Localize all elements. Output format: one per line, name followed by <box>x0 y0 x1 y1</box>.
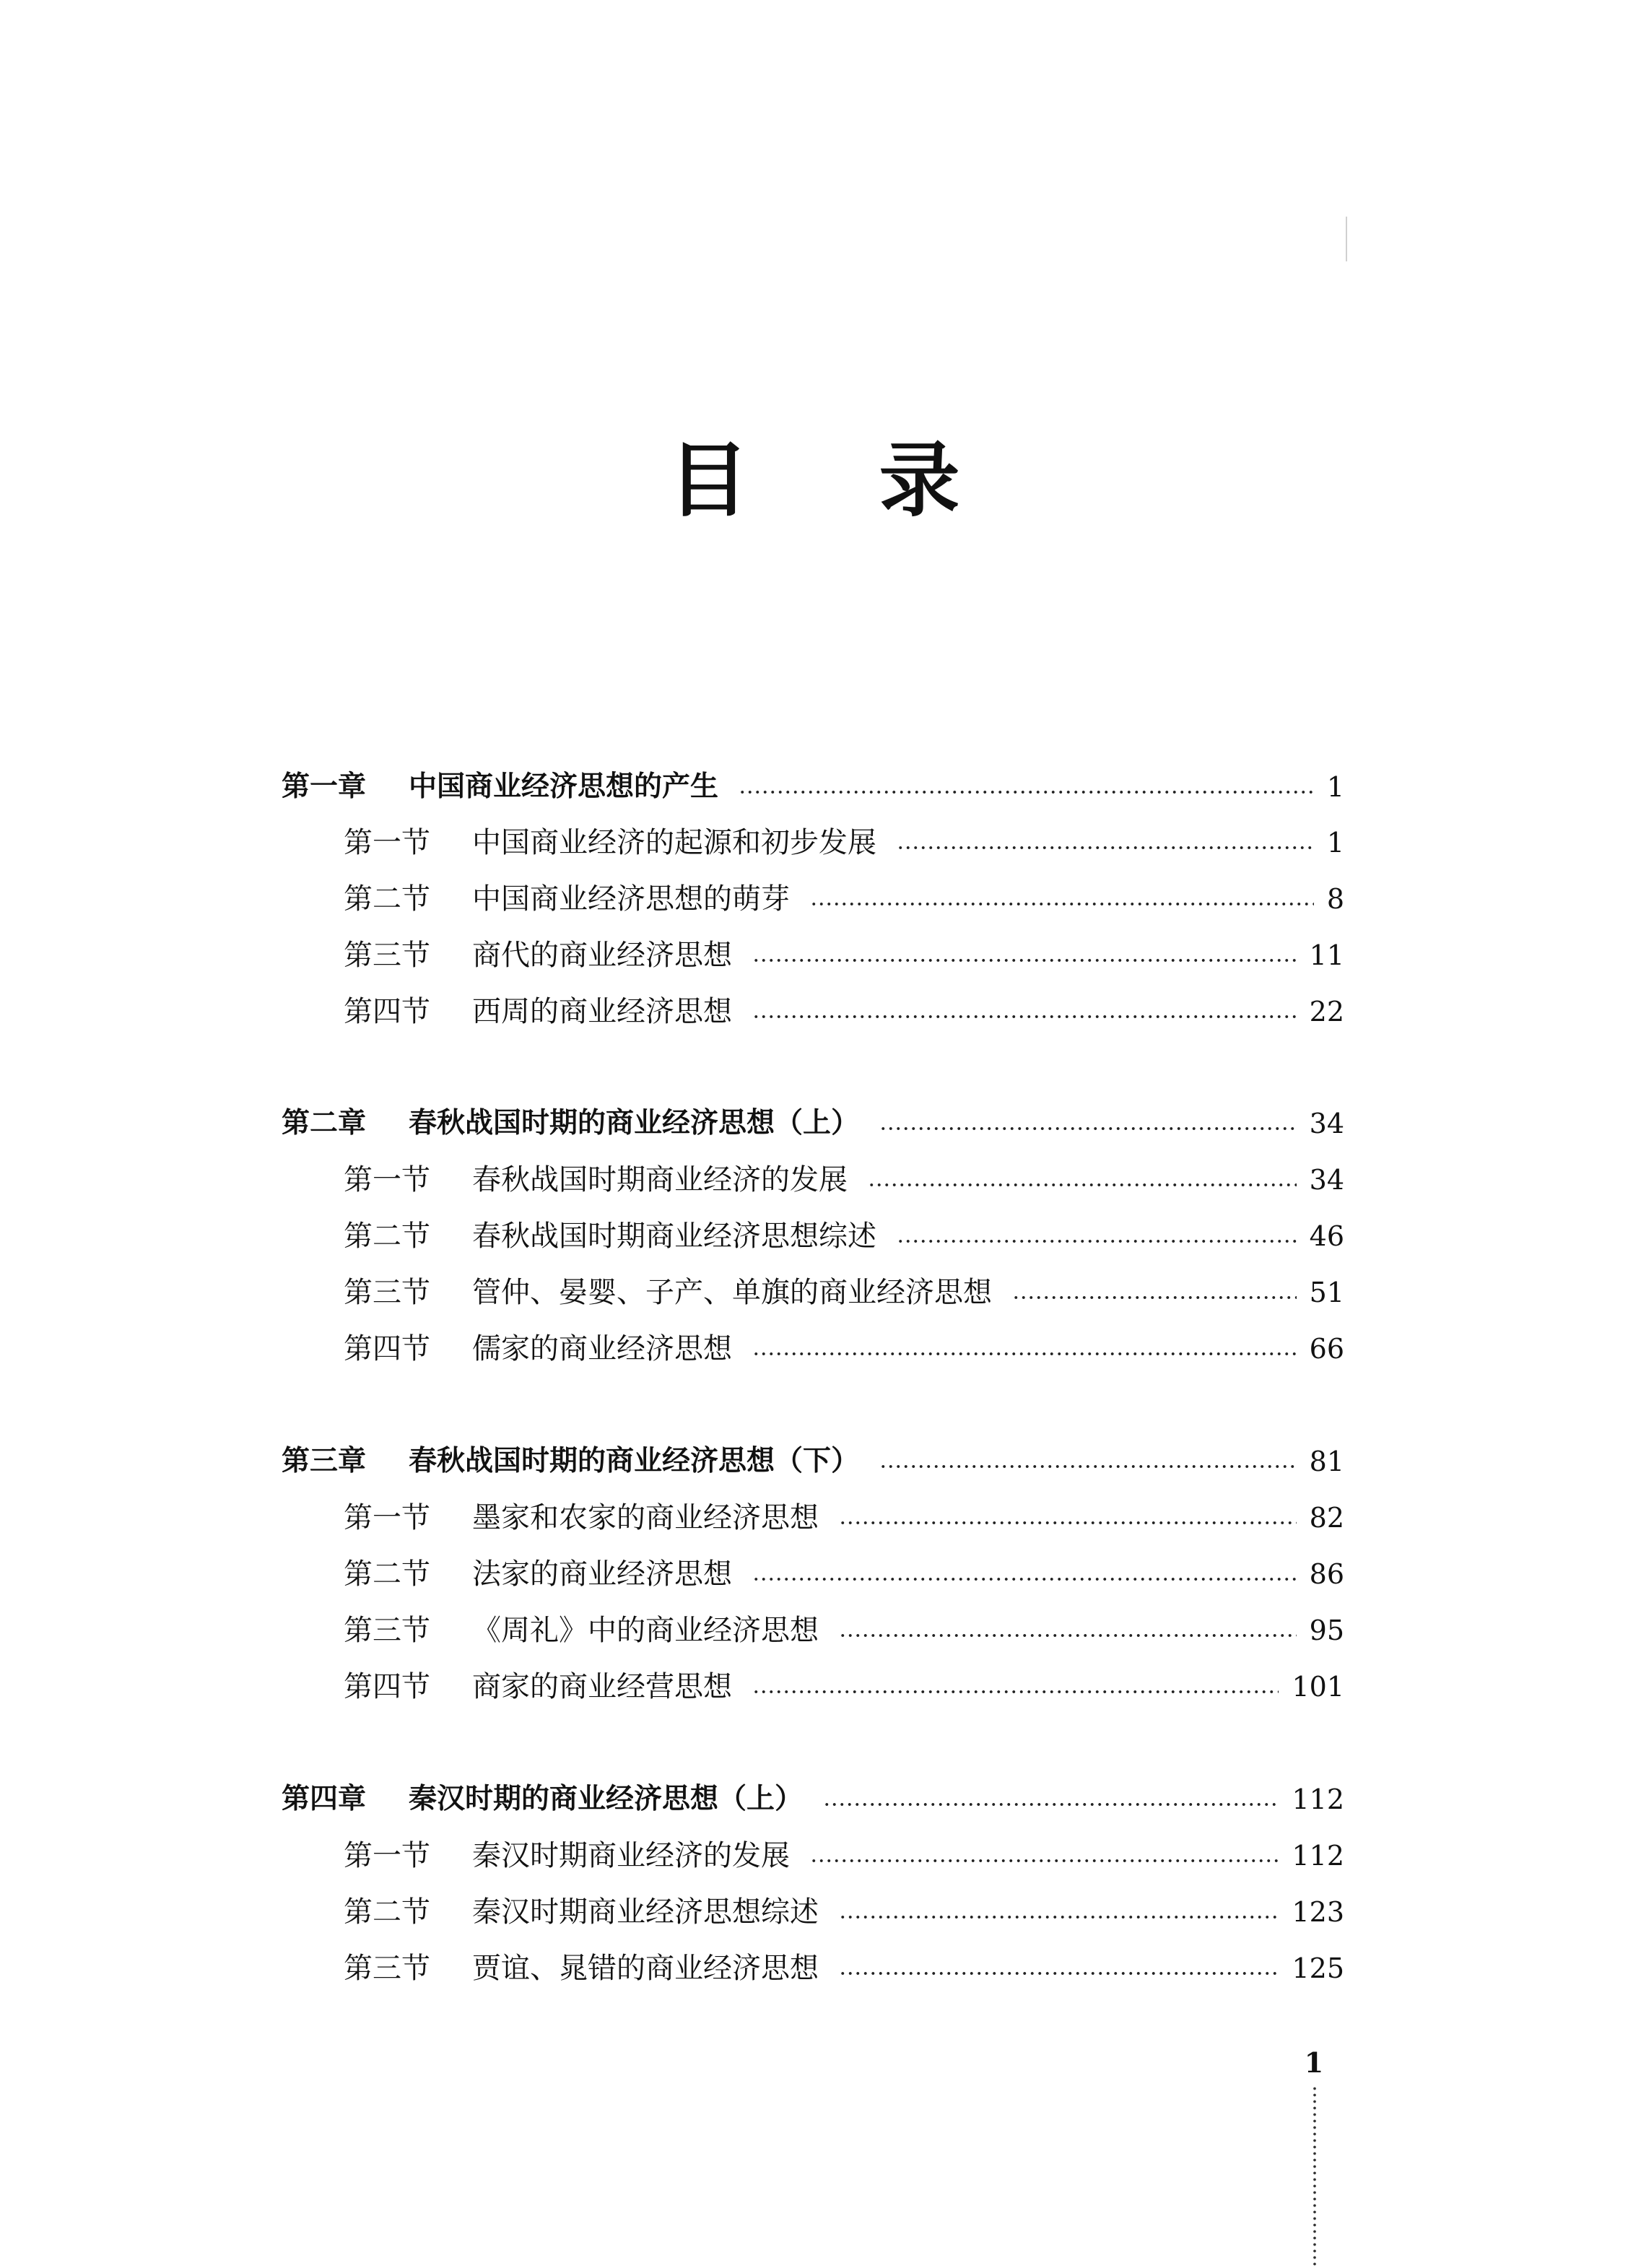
chapter-page-number: 1 <box>1326 771 1344 803</box>
toc-section[interactable] <box>344 877 1344 921</box>
chapter-label: 第四章 <box>282 1783 367 1815</box>
section-label: 第一节 <box>344 1163 430 1196</box>
section-title: 春秋战国时期商业经济思想综述 <box>472 1220 876 1253</box>
chapter-label: 第二章 <box>282 1107 367 1139</box>
dot-leader <box>839 1971 1279 1976</box>
section-label: 第一节 <box>344 826 430 859</box>
dot-leader <box>868 1182 1297 1188</box>
folio-dotted-rule <box>1313 2085 1316 2268</box>
dot-leader <box>839 1633 1297 1638</box>
chapter-page-number: 34 <box>1309 1108 1344 1139</box>
dot-leader <box>752 957 1297 963</box>
section-label: 第一节 <box>344 1501 430 1534</box>
section-title: 西周的商业经济思想 <box>472 995 732 1028</box>
page-title <box>0 430 1628 531</box>
section-title: 春秋战国时期商业经济的发展 <box>472 1163 848 1196</box>
section-title: 商代的商业经济思想 <box>472 939 732 972</box>
toc-section[interactable] <box>344 1947 1344 1990</box>
crop-mark <box>1346 217 1347 261</box>
section-page-number: 1 <box>1326 827 1344 859</box>
section-label: 第三节 <box>344 1276 430 1309</box>
dot-leader <box>879 1126 1297 1131</box>
section-title: 法家的商业经济思想 <box>472 1557 732 1591</box>
chapter-page-number: 112 <box>1292 1783 1344 1815</box>
dot-leader <box>810 1858 1279 1864</box>
toc-section[interactable] <box>344 1665 1344 1708</box>
section-label: 第四节 <box>344 1670 430 1703</box>
section-page-number: 22 <box>1309 996 1344 1027</box>
dot-leader <box>739 789 1314 795</box>
section-title: 儒家的商业经济思想 <box>472 1332 732 1365</box>
section-title: 中国商业经济的起源和初步发展 <box>472 826 876 859</box>
section-label: 第二节 <box>344 882 430 916</box>
toc-section[interactable] <box>344 1552 1344 1596</box>
section-page-number: 82 <box>1309 1502 1344 1534</box>
toc-section[interactable] <box>344 1609 1344 1652</box>
dot-leader <box>897 845 1314 851</box>
toc-section[interactable] <box>344 1890 1344 1934</box>
dot-leader <box>752 1689 1279 1695</box>
section-page-number: 11 <box>1309 939 1344 971</box>
chapter-title: 中国商业经济思想的产生 <box>409 770 719 803</box>
toc-chapter-2[interactable] <box>282 1102 1344 1145</box>
section-title: 秦汉时期商业经济的发展 <box>472 1839 790 1872</box>
section-page-number: 8 <box>1326 883 1344 915</box>
toc-chapter-1[interactable] <box>282 765 1344 809</box>
section-title: 商家的商业经营思想 <box>472 1670 732 1703</box>
title-char-2: 录 <box>879 434 960 528</box>
toc-section[interactable] <box>344 990 1344 1033</box>
section-page-number: 123 <box>1292 1896 1344 1928</box>
toc-section[interactable] <box>344 1496 1344 1539</box>
section-page-number: 66 <box>1309 1333 1344 1365</box>
dot-leader <box>1012 1295 1297 1300</box>
toc-section[interactable] <box>344 1327 1344 1370</box>
toc-section[interactable] <box>344 1271 1344 1314</box>
dot-leader <box>823 1802 1279 1807</box>
title-char-1: 目 <box>668 434 749 528</box>
dot-leader <box>839 1520 1297 1526</box>
section-page-number: 86 <box>1309 1558 1344 1590</box>
section-label: 第三节 <box>344 939 430 972</box>
section-label: 第二节 <box>344 1895 430 1929</box>
section-title: 管仲、晏婴、子产、单旗的商业经济思想 <box>472 1276 992 1309</box>
dot-leader <box>879 1464 1297 1469</box>
toc-section[interactable] <box>344 821 1344 864</box>
section-label: 第三节 <box>344 1614 430 1647</box>
section-page-number: 112 <box>1292 1840 1344 1872</box>
section-page-number: 101 <box>1292 1671 1344 1703</box>
section-page-number: 51 <box>1309 1277 1344 1308</box>
section-page-number: 34 <box>1309 1164 1344 1196</box>
chapter-title: 春秋战国时期的商业经济思想（上） <box>409 1107 860 1139</box>
dot-leader <box>839 1914 1279 1920</box>
dot-leader <box>810 901 1314 907</box>
section-title: 《周礼》中的商业经济思想 <box>472 1614 819 1647</box>
toc-section[interactable] <box>344 1834 1344 1877</box>
toc-section[interactable] <box>344 1158 1344 1202</box>
section-title: 贾谊、晁错的商业经济思想 <box>472 1952 819 1985</box>
section-title: 墨家和农家的商业经济思想 <box>472 1501 819 1534</box>
section-label: 第一节 <box>344 1839 430 1872</box>
chapter-label: 第一章 <box>282 770 367 803</box>
chapter-label: 第三章 <box>282 1445 367 1477</box>
chapter-page-number: 81 <box>1309 1446 1344 1477</box>
section-page-number: 125 <box>1292 1952 1344 1984</box>
section-page-number: 46 <box>1309 1220 1344 1252</box>
page-number-folio: 1 <box>1304 2046 1324 2079</box>
section-label: 第三节 <box>344 1952 430 1985</box>
toc-section[interactable] <box>344 1215 1344 1258</box>
section-title: 中国商业经济思想的萌芽 <box>472 882 790 916</box>
toc-section[interactable] <box>344 934 1344 977</box>
section-label: 第二节 <box>344 1220 430 1253</box>
section-page-number: 95 <box>1309 1615 1344 1646</box>
dot-leader <box>752 1576 1297 1582</box>
toc-chapter-4[interactable] <box>282 1778 1344 1821</box>
chapter-title: 春秋战国时期的商业经济思想（下） <box>409 1445 860 1477</box>
dot-leader <box>752 1351 1297 1357</box>
section-label: 第二节 <box>344 1557 430 1591</box>
dot-leader <box>897 1238 1297 1244</box>
section-label: 第四节 <box>344 995 430 1028</box>
dot-leader <box>752 1014 1297 1020</box>
section-label: 第四节 <box>344 1332 430 1365</box>
chapter-title: 秦汉时期的商业经济思想（上） <box>409 1783 804 1815</box>
toc-chapter-3[interactable] <box>282 1440 1344 1483</box>
section-title: 秦汉时期商业经济思想综述 <box>472 1895 819 1929</box>
